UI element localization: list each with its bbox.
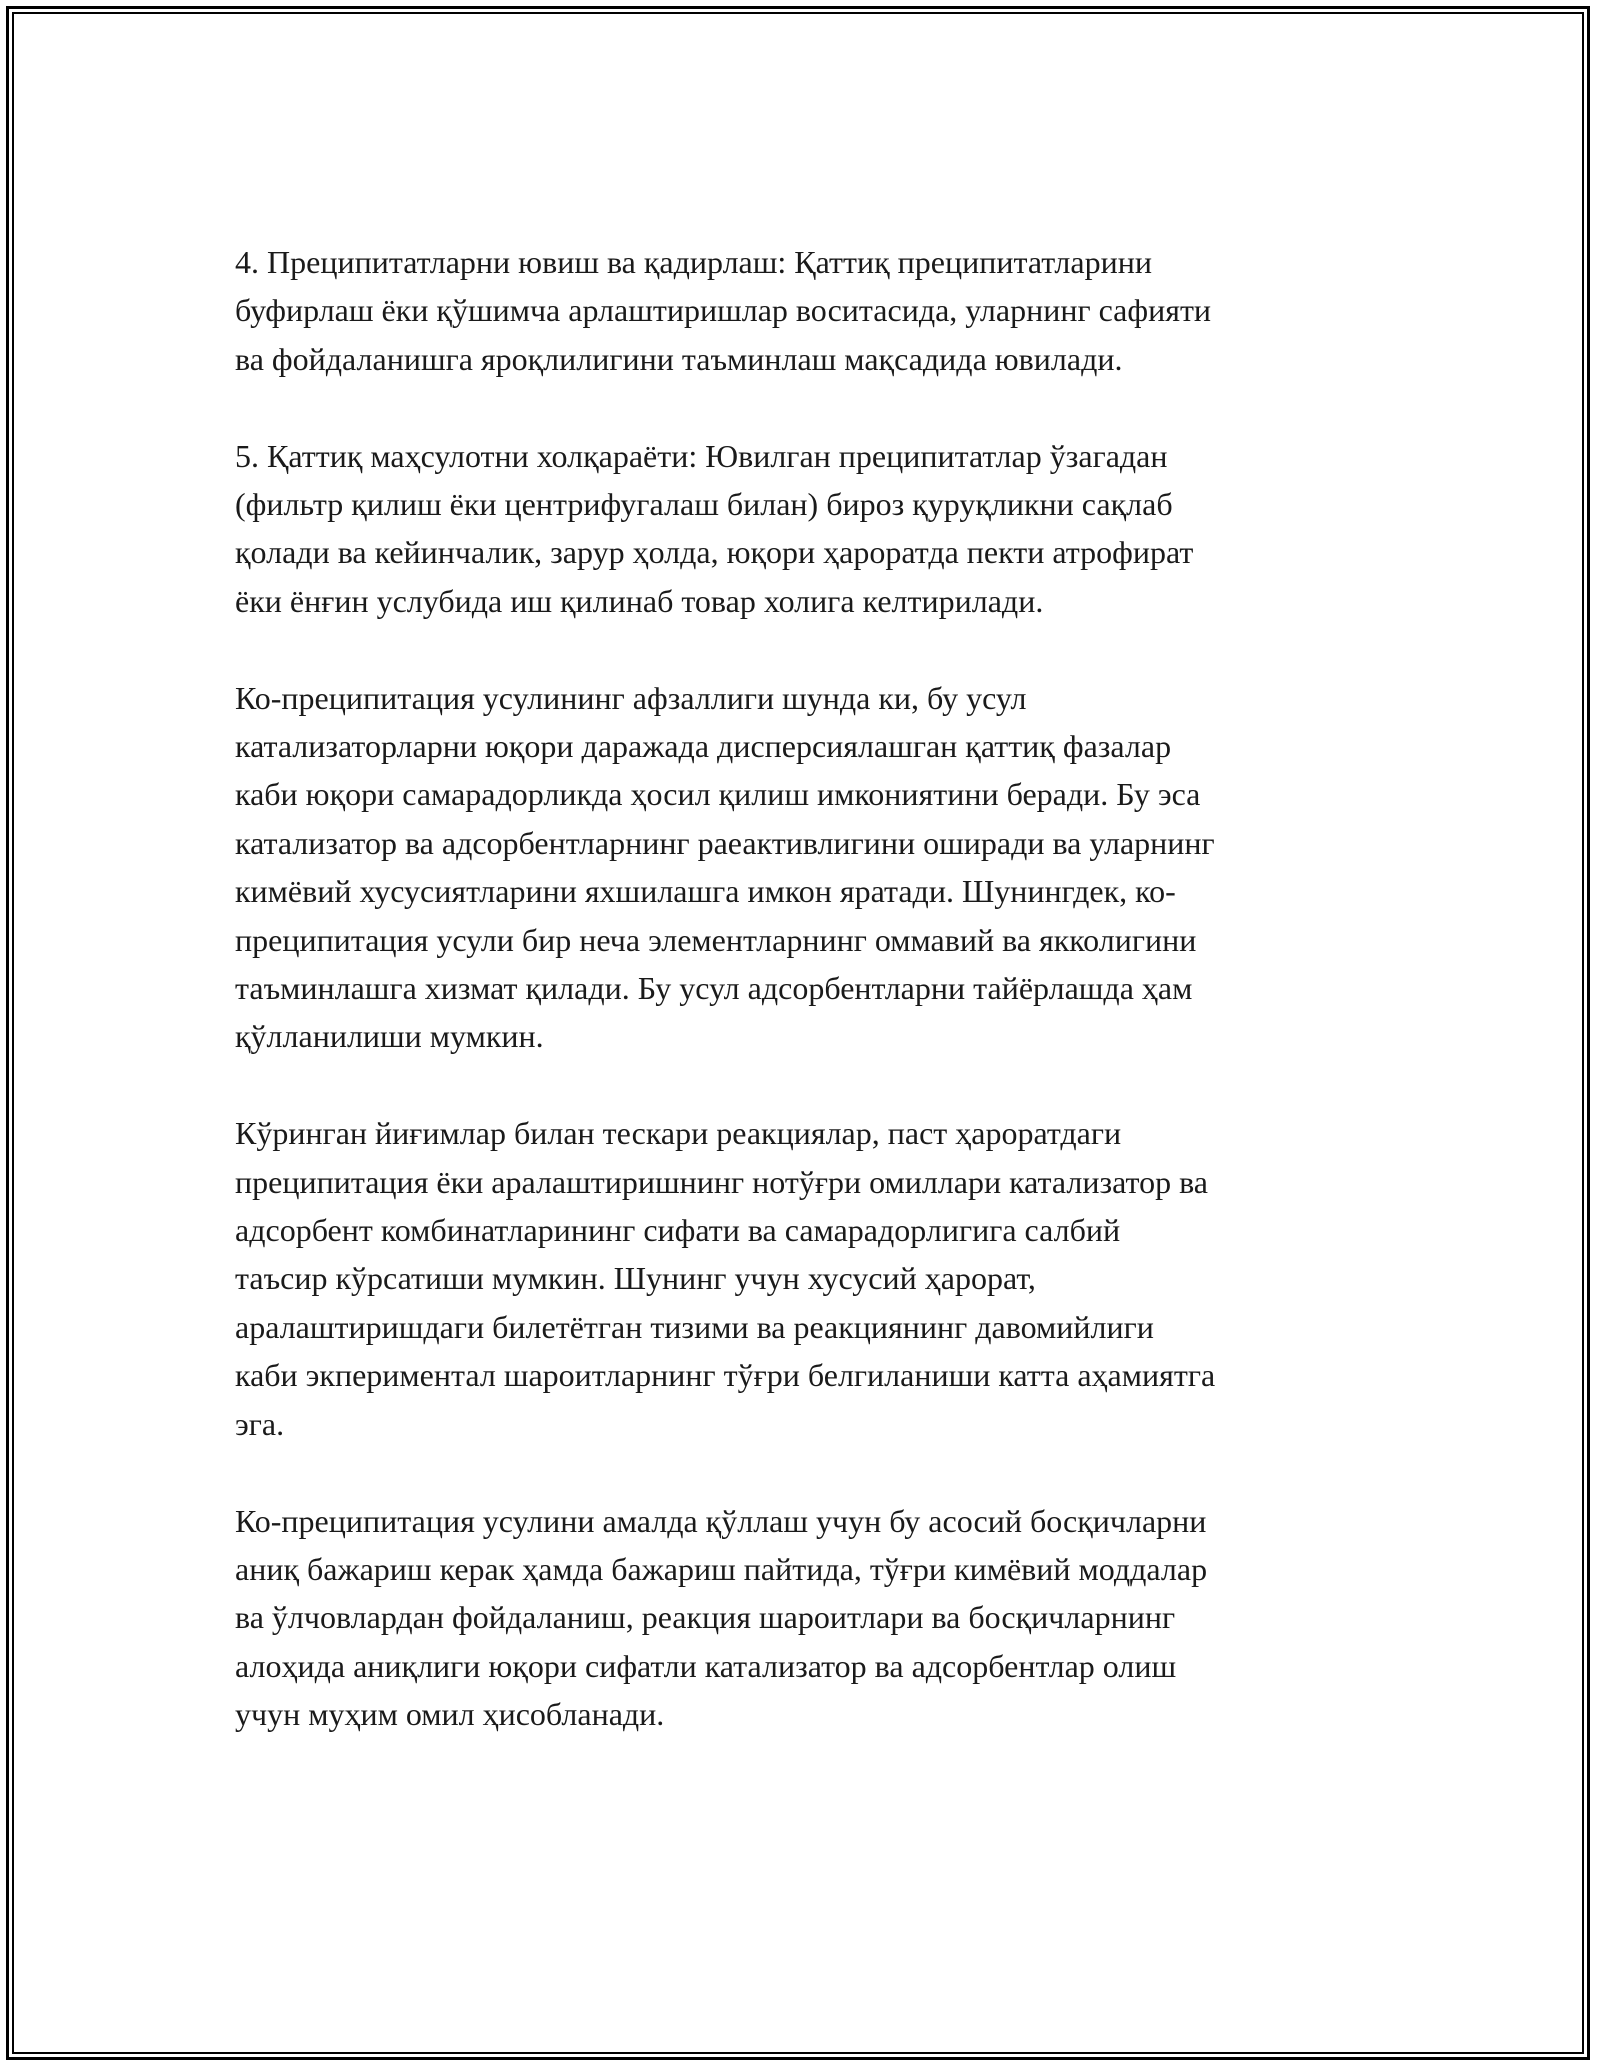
text-line: ва ўлчовлардан фойдаланиш, реакция шароитлари ва босқичларнинг [235, 1599, 1176, 1636]
text-line: каби юқори самарадорликда ҳосил қилиш имкониятини беради. Бу эса [235, 776, 1201, 813]
text-line: таъминлашга хизмат қилади. Бу усул адсорбентларни тайёрлашда ҳам [235, 970, 1193, 1007]
text-line: аралаштиришдаги билетётган тизими ва реакциянинг давомийлиги [235, 1308, 1154, 1345]
text-line: қолади ва кейинчалик, зарур ҳолда, юқори ҳароратда пекти атрофират [235, 534, 1194, 571]
text-line: эга. [235, 1405, 285, 1442]
text-line: ёки ёнғин услубида иш қилинаб товар холига келтирилади. [235, 582, 1044, 619]
text-line: буфирлаш ёки қўшимча арлаштиришлар воситасида, уларнинг сафияти [235, 292, 1212, 329]
text-line: адсорбент комбинатларининг сифати ва самарадорлигига салбий [235, 1212, 1121, 1249]
text-line: Кўринган йиғимлар билан тескари реакциялар, паст ҳароратдаги [235, 1115, 1122, 1152]
text-line: Ко-преципитация усулининг афзаллиги шунда ки, бу усул [235, 679, 1027, 716]
text-line: ва фойдаланишга яроқлилигини таъминлаш мақсадида ювилади. [235, 340, 1123, 377]
text-line: 4. Преципитатларни ювиш ва қадирлаш: Қаттиқ преципитатларини [235, 244, 1152, 280]
text-line: катализаторларни юқори даражада дисперсиялашган қаттиқ фазалар [235, 728, 1172, 765]
text-line: преципитация ёки аралаштиришнинг нотўғри омиллари катализатор ва [235, 1163, 1208, 1200]
text-line: Ко-преципитация усулини амалда қўллаш учун бу асосий босқичларни [235, 1502, 1207, 1539]
text-line: каби экпериментал шароитларнинг тўғри белгиланиши катта аҳамиятга [235, 1357, 1216, 1394]
text-line: учун муҳим омил ҳисобланади. [235, 1696, 665, 1733]
text-line: аниқ бажариш керак ҳамда бажариш пайтида, тўғри кимёвий моддалар [235, 1550, 1208, 1587]
paragraph-conditions [235, 1109, 1365, 1448]
text-line: катализатор ва адсорбентларнинг раеактивлигини оширади ва уларнинг [235, 824, 1215, 861]
text-line: преципитация усули бир неча элементларнинг оммавий ва якколигини [235, 921, 1197, 958]
paragraph-conclusion [235, 1497, 1365, 1739]
text-line: кимёвий хусусиятларини яхшилашга имкон яратади. Шунингдек, ко- [235, 873, 1176, 910]
text-line: алоҳида аниқлиги юқори сифатли катализатор ва адсорбентлар олиш [235, 1647, 1177, 1684]
text-line: 5. Қаттиқ маҳсулотни холқараёти: Ювилган преципитатлар ўзагадан [235, 437, 1168, 474]
paragraph-step-5 [235, 432, 1365, 626]
paragraph-step-4 [235, 238, 1365, 383]
text-line: қўлланилиши мумкин. [235, 1018, 544, 1055]
paragraph-advantages [235, 674, 1365, 1061]
text-line: (фильтр қилиш ёки центрифугалаш билан) бироз қуруқликни сақлаб [235, 486, 1173, 523]
document-body [235, 238, 1365, 1739]
text-line: таъсир кўрсатиши мумкин. Шунинг учун хусусий ҳарорат, [235, 1260, 1036, 1297]
